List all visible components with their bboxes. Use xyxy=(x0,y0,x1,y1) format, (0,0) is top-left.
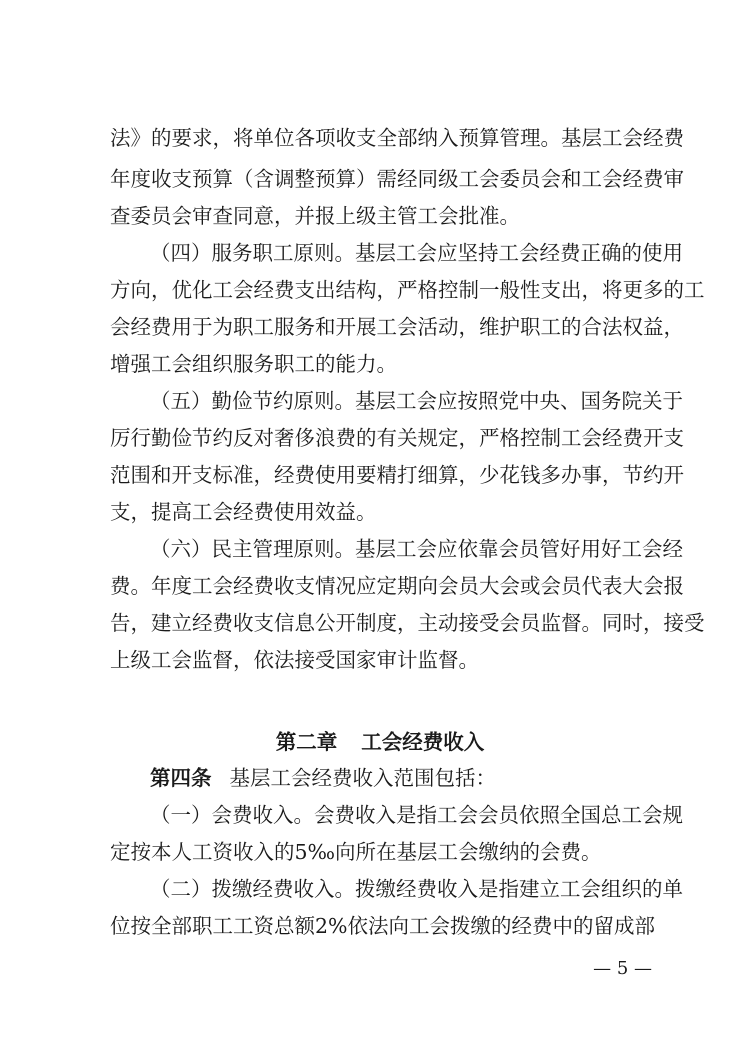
text-line: 费。年度工会经费收支情况应定期向会员大会或会员代表大会报 xyxy=(110,574,684,598)
text-line: （四）服务职工原则。基层工会应坚持工会经费正确的使用 xyxy=(150,241,683,265)
chapter-title: 工会经费收入 xyxy=(361,730,485,754)
text-line: （五）勤俭节约原则。基层工会应按照党中央、国务院关于 xyxy=(150,389,683,413)
text-line: 定按本人工资收入的5‰向所在基层工会缴纳的会费。 xyxy=(110,840,602,864)
article-text: 基层工会经费收入范围包括： xyxy=(229,766,496,790)
text-line: 上级工会监督，依法接受国家审计监督。 xyxy=(110,648,479,672)
text-line: 会经费用于为职工服务和开展工会活动，维护职工的合法权益， xyxy=(110,315,684,339)
text-line: （六）民主管理原则。基层工会应依靠会员管好用好工会经 xyxy=(150,537,683,561)
text-line: 位按全部职工工资总额2%依法向工会拨缴的经费中的留成部 xyxy=(110,914,656,938)
text-line: 方向，优化工会经费支出结构，严格控制一般性支出，将更多的工 xyxy=(110,278,705,302)
article-line xyxy=(150,764,650,792)
page-number: — 5 — xyxy=(593,958,652,979)
chapter-number: 第二章 xyxy=(275,730,338,754)
chapter-heading xyxy=(110,727,650,757)
text-line: （二）拨缴经费收入。拨缴经费收入是指建立工会组织的单 xyxy=(150,877,683,901)
text-line: 增强工会组织服务职工的能力。 xyxy=(110,352,397,376)
text-line: 支，提高工会经费使用效益。 xyxy=(110,500,377,524)
article-label: 第四条 xyxy=(150,766,212,790)
text-line: 厉行勤俭节约反对奢侈浪费的有关规定，严格控制工会经费开支 xyxy=(110,426,684,450)
text-line: 查委员会审查同意，并报上级主管工会批准。 xyxy=(110,204,520,228)
text-line: 法》的要求，将单位各项收支全部纳入预算管理。基层工会经费 xyxy=(110,126,684,150)
text-line: 告，建立经费收支信息公开制度，主动接受会员监督。同时，接受 xyxy=(110,611,705,635)
text-line: （一）会费收入。会费收入是指工会会员依照全国总工会规 xyxy=(150,803,683,827)
text-line: 范围和开支标准，经费使用要精打细算，少花钱多办事，节约开 xyxy=(110,463,684,487)
text-line: 年度收支预算（含调整预算）需经同级工会委员会和工会经费审 xyxy=(110,167,684,191)
